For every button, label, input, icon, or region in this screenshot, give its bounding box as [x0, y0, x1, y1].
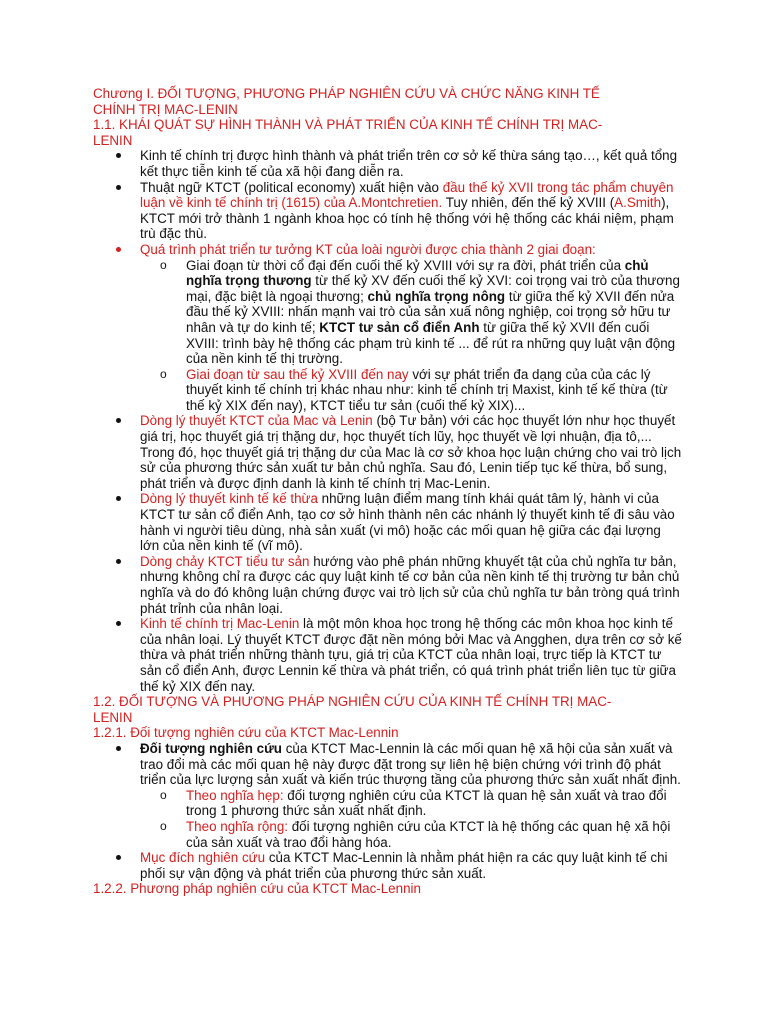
text-segment: của KTCT Mac-Lennin là nhằm phát hiện ra các quy luật kinh tế chi phối sự vận động và phát triển của phương thức sản xuất.: [140, 850, 668, 881]
circle-bullet-icon: o: [160, 257, 167, 272]
text-segment: của KTCT Mac-Lennin là các mối quan hệ xã hội của sản xuất và trao đổi mà các mối quan hệ này được đặt trong sự liên hệ biện chứng với trình độ phát triển của lực lượng sản xuất và kiến trúc thượng tầng của phương thức sản xuất nhất định.: [140, 740, 681, 788]
bullet-icon: [116, 559, 121, 564]
sub-list-item: [93, 367, 683, 414]
sub-list-item: [93, 819, 683, 850]
section-1-1-heading: [93, 117, 683, 148]
circle-bullet-icon: o: [160, 787, 167, 802]
chapter-title-line-2: CHÍNH TRỊ MAC-LENIN: [93, 101, 238, 117]
text-segment: Thuật ngữ KTCT (political economy) xuất hiện vào: [140, 179, 443, 195]
circle-bullet-icon: o: [160, 366, 167, 381]
highlight-text: đầu thế kỷ XVII trong tác phẩm chuyên luận về kinh tế chính trị (1615) của A.Montchretien.: [140, 179, 674, 211]
text-segment: từ giữa thế kỷ XVII đến nửa đầu thế kỷ XVIII: nhấn mạnh vai trò của sản xuấ nông nghiệp, coi trọng sở hữu tư nhân và tự do kinh tế;: [186, 288, 675, 335]
list-item: [93, 148, 683, 179]
list-item: [93, 491, 683, 553]
list-item: [93, 616, 683, 694]
sub-list-item: [93, 258, 683, 367]
highlight-text: Dòng lý thuyết kinh tế kế thừa: [140, 491, 318, 507]
highlight-text: Mục đích nghiên cứu: [140, 850, 266, 866]
text-segment: với sự phát triển đa dạng của của các lý thuyết kinh tế chính trị khác nhau như: kinh tế chính trị Maxist, kinh tế kế thừa (từ thế kỷ XIX đến nay), KTCT tiểu tư sản (cuối thế kỷ XIX)...: [186, 366, 668, 413]
bullet-icon: [116, 855, 121, 860]
highlight-text: Dòng chảy KTCT tiểu tư sản: [140, 553, 310, 569]
highlight-text: Dòng lý thuyết KTCT của Mac và Lenin: [140, 413, 373, 429]
bullet-icon: [116, 418, 121, 423]
bold-text: chủ nghĩa trọng thương: [186, 257, 649, 289]
list-item: [93, 741, 683, 788]
text-segment: từ giữa thế kỷ XVII đến cuối XVIII: trình bày hệ thống các phạm trù kinh tế ... để rút ra những quy luật vận động của nền kinh tế thị trường.: [186, 319, 676, 367]
section-1-2-line-1: 1.2. ĐỐI TƯỢNG VÀ PHƯƠNG PHÁP NGHIÊN CỨU CỦA KINH TẾ CHÍNH TRỊ MAC-: [93, 694, 612, 710]
highlight-text: Theo nghĩa hẹp:: [186, 787, 284, 803]
document-content: [93, 86, 683, 897]
highlight-text: Giai đoạn từ sau thế kỷ XVIII đến nay: [186, 366, 409, 382]
text-segment: hướng vào phê phán những khuyết tật của chủ nghĩa tư bản, nhưng không chỉ ra được các quy luật kinh tế cơ bản của nền kinh tế thị trường tư bản chủ nghĩa và do đó không luận chứng được vai trò lịch sử của chủ nghĩa tư bản tròng quá trình phát trỉnh của nhân loại.: [140, 553, 680, 616]
text-segment: (bộ Tư bản) với các học thuyết lớn như học thuyết giá trị, học thuyết giá trị thặng dư, học thuyết tích lũy, học thuyết về lợi nhuận, địa tô,... Trong đó, học thuyết giá trị thặng dư của Mac là cơ sở khoa học luận chứng cho vai trò lịch sử của phương thức sản xuất tư bản chủ nghĩa. Sau đó, Lenin tiếp tục kế thừa, bổ sung, phát triển và được định danh là kinh tế chính trị Mac-Lenin.: [140, 413, 682, 491]
section-1-1-line-2: LENIN: [93, 132, 133, 148]
text-segment: Giai đoạn từ thời cổ đại đến cuối thế kỷ XVIII với sự ra đời, phát triển của: [186, 257, 625, 273]
text-segment: từ thế kỷ XV đến cuối thế kỷ XVI: coi trọng vai trò của thương mại, đặc biệt là ngoại thương;: [186, 273, 680, 304]
chapter-title: [93, 86, 683, 117]
text-segment: Tuy nhiên, đến thế kỷ XVIII (: [442, 195, 615, 211]
text-segment: đối tượng nghiên cứu của KTCT là quan hệ sản xuất và trao đổi trong 1 phương thức sản xuất nhất định.: [186, 787, 667, 819]
text-segment: ), KTCT mới trở thành 1 ngành khoa học có tính hệ thống với hệ thống các khái niệm, phạm trù đặc thù.: [140, 195, 674, 242]
bold-text: KTCT tư sản cổ điển Anh: [319, 319, 480, 335]
circle-bullet-icon: o: [160, 818, 167, 833]
text-segment: đối tượng nghiên cứu của KTCT là hệ thống các quan hệ xã hội của sản xuất và trao đổi hàng hóa.: [186, 818, 671, 850]
list-item-text: Kinh tế chính trị được hình thành và phát triển trên cơ sở kế thừa sáng tạo…, kết quả tổng kết thực tiễn kinh tế của xã hội đang diễn ra.: [140, 148, 678, 179]
bullet-icon: [116, 746, 121, 751]
sub-list-item: [93, 788, 683, 819]
bullet-icon: [116, 621, 121, 626]
list-item: [93, 554, 683, 616]
section-1-2-1-heading: 1.2.1. Đối tượng nghiên cứu của KTCT Mac-Lennin: [93, 725, 399, 741]
text-segment: những luận điểm mang tính khái quát tâm lý, hành vi của KTCT tư sản cổ điển Anh, tạo cơ sở hình thành nên các nhánh lý thuyết kinh tế đi sâu vào hành vi người tiêu dùng, nhà sản xuất (vi mô) hoặc các mối quan hệ giữa các đại lượng lớn của nền kinh tế (vĩ mô).: [140, 491, 675, 554]
list-item: [93, 850, 683, 881]
list-item: [93, 242, 683, 258]
highlight-text: Theo nghĩa rộng:: [186, 818, 288, 834]
highlight-text: A.Smith: [614, 195, 662, 211]
bullet-icon: [116, 496, 121, 501]
section-1-1-line-1: 1.1. KHÁI QUÁT SỰ HÌNH THÀNH VÀ PHÁT TRIỂN CỦA KINH TẾ CHÍNH TRỊ MAC-: [93, 117, 603, 133]
highlight-text: Kinh tế chính trị Mac-Lenin: [140, 616, 300, 632]
section-1-2-heading: [93, 694, 683, 725]
list-item: [93, 413, 683, 491]
list-item: [93, 180, 683, 242]
bold-text: chủ nghĩa trọng nông: [367, 288, 506, 304]
bullet-icon: [116, 185, 121, 190]
text-segment: là một môn khoa học trong hệ thống các môn khoa học kinh tế của nhân loại. Lý thuyết KTCT được đặt nền móng bởi Mac và Angghen, dựa trên cơ sở kế thừa và phát triển những thành tựu, giá trị của KTCT của nhân loại, trực tiếp là KTCT tư sản cổ điển Anh, được Lennin kế thừa và phát triển, có quá trình phát triển liên tục từ giữa thế kỷ XIX đến nay.: [140, 616, 682, 694]
bold-text: Đối tượng nghiên cứu: [140, 740, 282, 756]
bullet-icon: [116, 153, 121, 158]
list-item-text: Quá trình phát triển tư tưởng KT của loài người được chia thành 2 giai đoạn:: [140, 241, 596, 257]
section-1-2-2-heading: 1.2.2. Phương pháp nghiên cứu của KTCT Mac-Lennin: [93, 881, 421, 897]
chapter-title-line-1: Chương I. ĐỐI TƯỢNG, PHƯƠNG PHÁP NGHIÊN CỨU VÀ CHỨC NĂNG KINH TẾ: [93, 86, 600, 101]
bullet-icon: [116, 247, 121, 252]
section-1-2-line-2: LENIN: [93, 709, 133, 725]
